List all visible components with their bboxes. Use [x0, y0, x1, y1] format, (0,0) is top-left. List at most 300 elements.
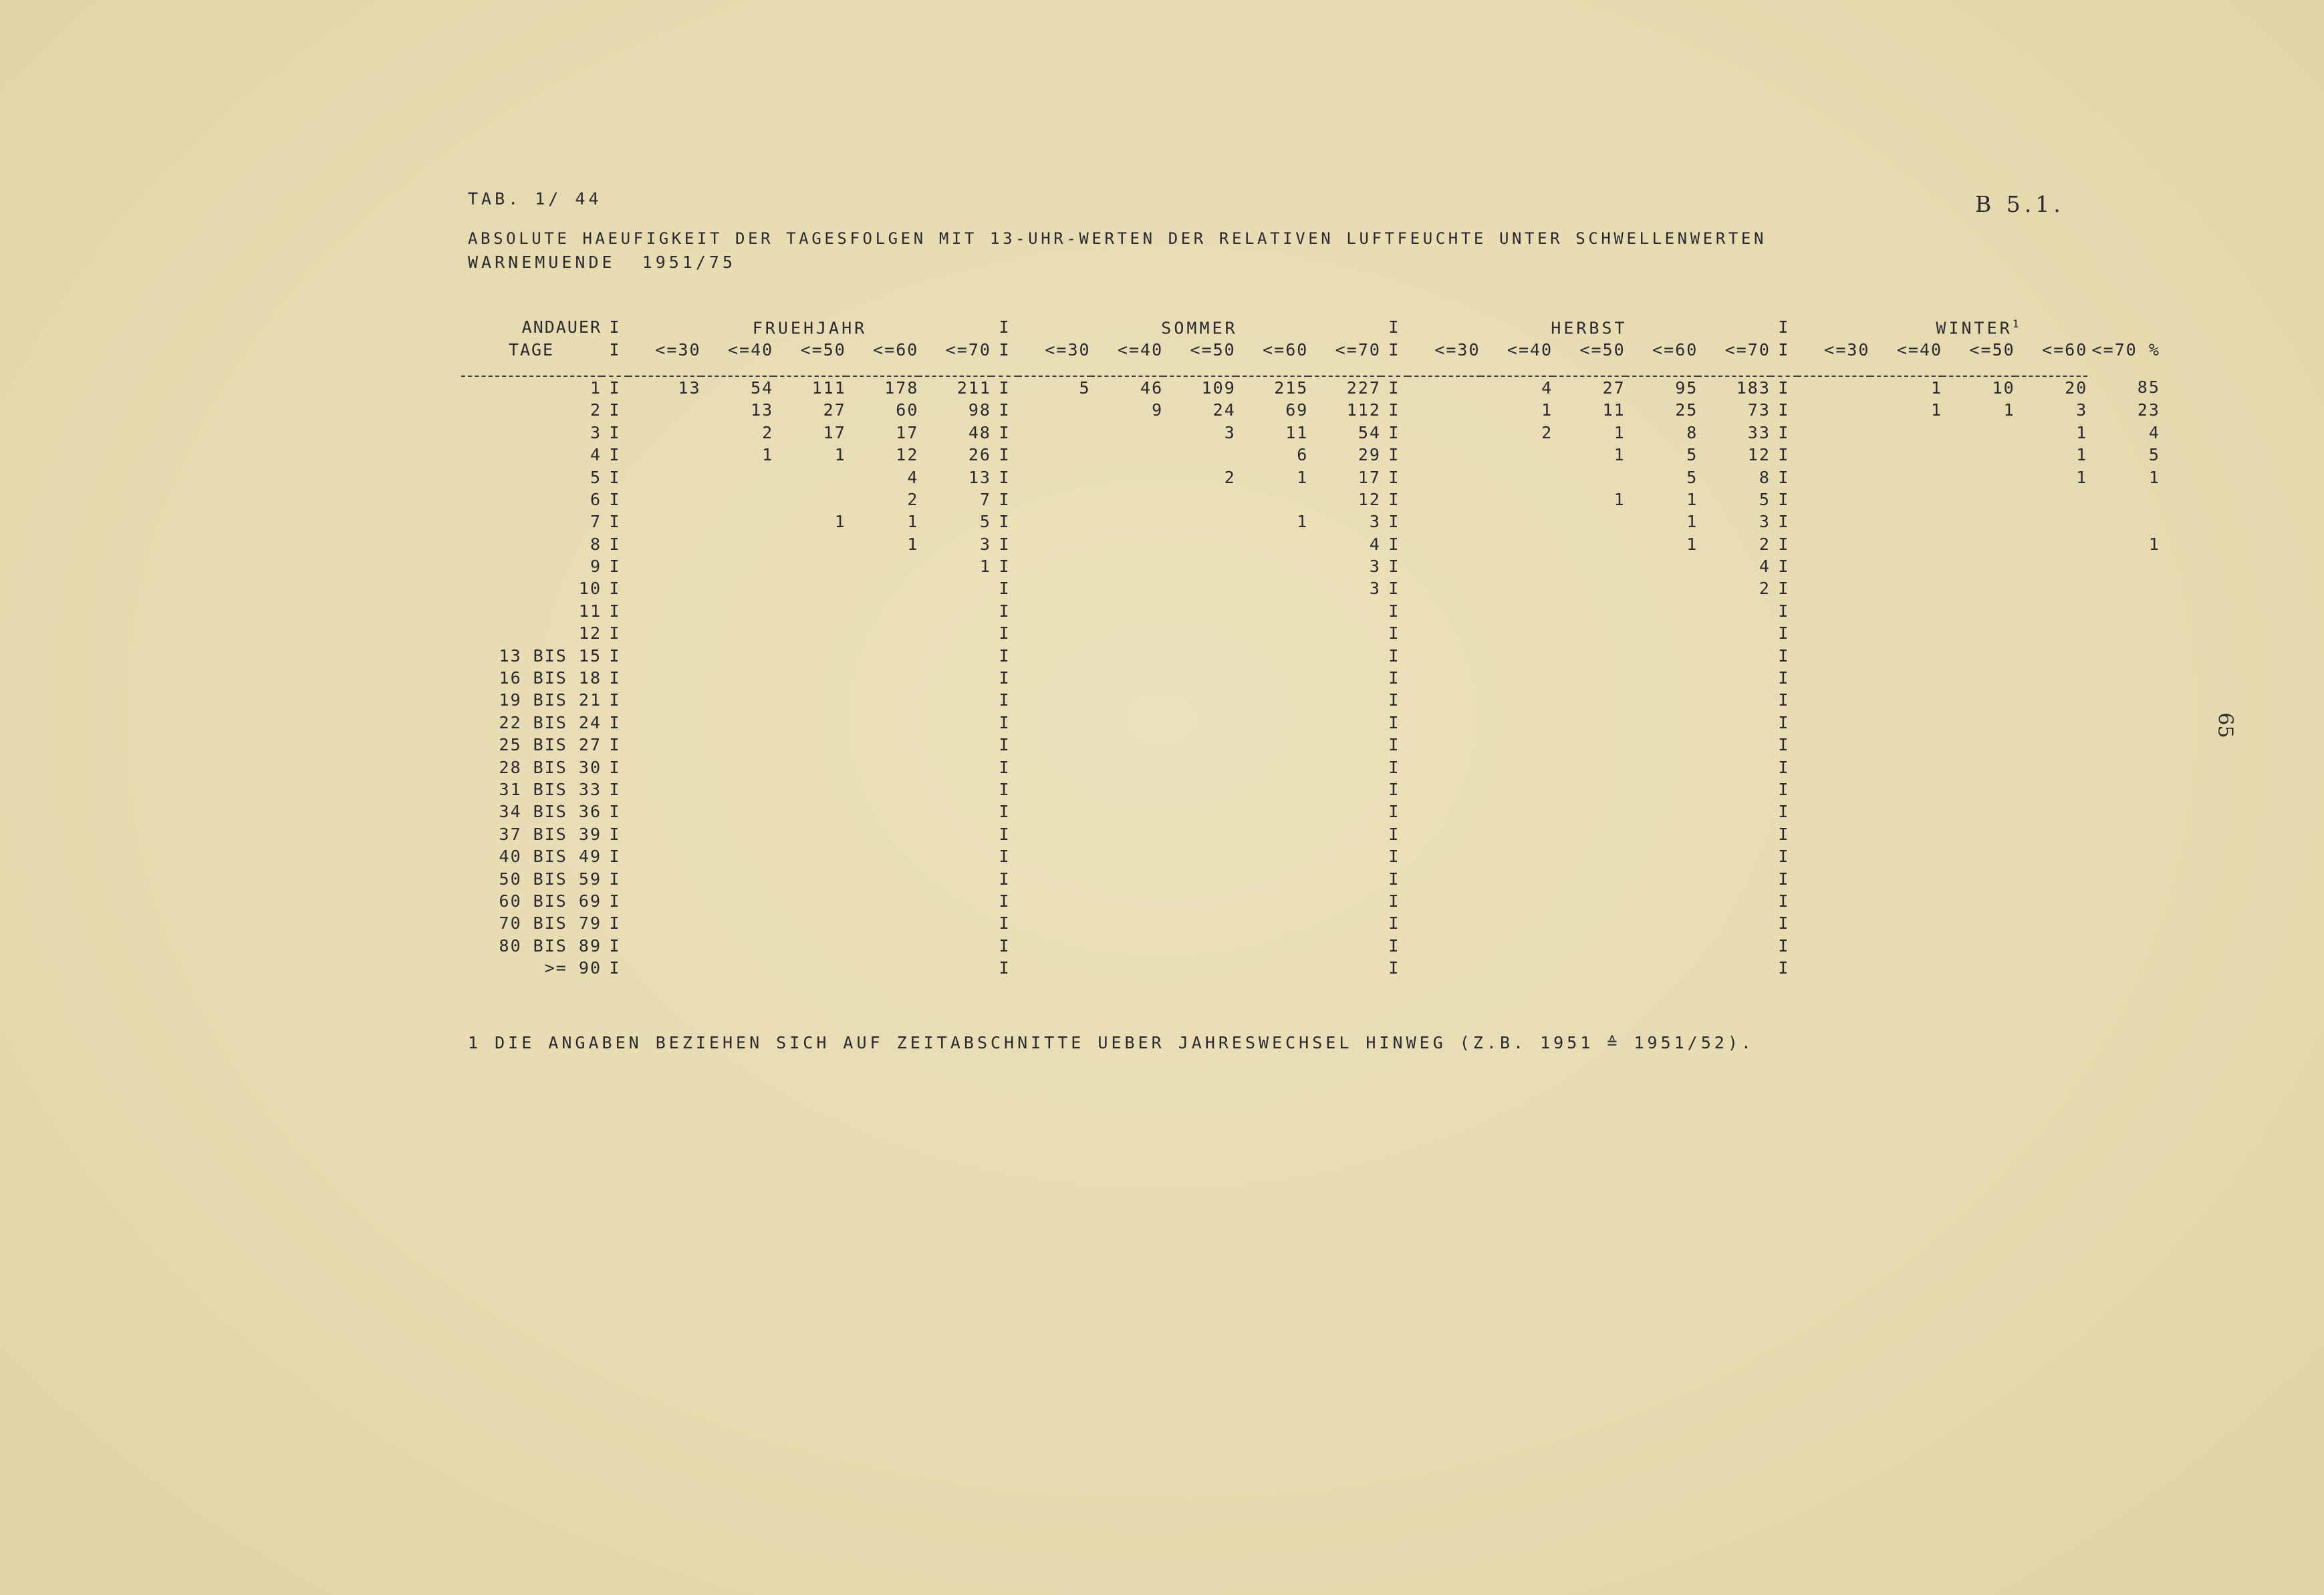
table-cell	[1626, 689, 1698, 711]
column-separator: I	[1388, 935, 1400, 956]
row-label: 50 BIS 59	[499, 869, 602, 889]
column-separator: I	[1388, 534, 1400, 554]
column-separator: I	[1778, 557, 1790, 577]
table-cell	[2087, 935, 2160, 957]
column-separator: I	[999, 869, 1011, 889]
table-cell: 1	[1297, 467, 1309, 487]
row-label: 5	[590, 467, 602, 487]
column-separator: I	[999, 824, 1011, 844]
table-cell	[1553, 555, 1626, 577]
column-separator: I	[1388, 958, 1400, 978]
table-cell	[1797, 801, 1870, 823]
column-separator: I	[1778, 512, 1790, 532]
table-cell	[1698, 712, 1771, 734]
table-cell	[1236, 712, 1309, 734]
column-separator: I	[1388, 668, 1400, 688]
table-cell	[2015, 823, 2088, 845]
table-cell	[1870, 823, 1943, 845]
table-cell	[2087, 756, 2160, 778]
threshold-header: <=70	[1335, 339, 1381, 359]
table-cell	[1797, 422, 1870, 444]
table-cell	[773, 778, 846, 801]
table-cell	[1480, 778, 1553, 801]
table-cell: 1	[834, 512, 846, 532]
table-cell	[1553, 533, 1626, 555]
table-cell	[1163, 488, 1236, 511]
table-cell	[1870, 600, 1943, 622]
column-separator: I	[999, 378, 1011, 398]
table-cell	[1308, 734, 1381, 756]
table-row	[461, 778, 2160, 801]
table-cell	[1018, 801, 1091, 823]
table-cell	[846, 577, 919, 599]
table-cell	[918, 867, 991, 889]
table-cell: 17	[823, 422, 846, 442]
table-cell: 1	[1541, 400, 1553, 420]
table-cell	[628, 555, 701, 577]
label-header-2: TAGE	[508, 339, 555, 359]
column-separator: I	[999, 712, 1011, 732]
table-cell	[1236, 756, 1309, 778]
column-separator: I	[1388, 467, 1400, 487]
column-separator: I	[609, 645, 621, 666]
footnote: 1 DIE ANGABEN BEZIEHEN SICH AUF ZEITABSCHNITTE UEBER JAHRESWECHSEL HINWEG (Z.B. 1951 ≙ 1951/52).	[468, 1033, 1755, 1052]
table-row	[461, 466, 2160, 488]
table-cell	[846, 555, 919, 577]
column-separator: I	[1388, 400, 1400, 420]
column-separator: I	[1778, 445, 1790, 465]
season-header: WINTER$^1$	[1936, 317, 2022, 337]
column-separator: I	[1778, 534, 1790, 554]
table-cell	[918, 756, 991, 778]
table-cell	[1163, 845, 1236, 867]
column-separator: I	[1388, 579, 1400, 599]
table-cell: 2	[1224, 467, 1236, 487]
row-label: 11	[578, 601, 602, 621]
table-cell	[1091, 845, 1164, 867]
table-cell	[1091, 577, 1164, 599]
table-cell: 73	[1747, 400, 1771, 420]
table-cell: 4	[1369, 534, 1381, 554]
table-cell	[1018, 778, 1091, 801]
table-cell	[1091, 644, 1164, 666]
table-cell	[628, 778, 701, 801]
threshold-header: <=70 %	[2091, 339, 2160, 359]
table-cell	[628, 689, 701, 711]
table-cell	[701, 600, 774, 622]
table-cell	[1408, 399, 1480, 421]
table-cell	[1091, 712, 1164, 734]
table-cell	[1553, 778, 1626, 801]
table-cell	[773, 689, 846, 711]
row-label: 2	[590, 400, 602, 420]
column-separator: I	[1778, 735, 1790, 755]
table-cell	[1553, 867, 1626, 889]
table-cell	[628, 935, 701, 957]
table-cell	[1626, 756, 1698, 778]
table-cell	[1626, 577, 1698, 599]
table-cell	[1698, 689, 1771, 711]
table-cell	[1236, 823, 1309, 845]
dashed-rule	[461, 361, 2160, 376]
table-cell	[628, 957, 701, 979]
table-cell	[1408, 867, 1480, 889]
column-separator: I	[999, 891, 1011, 911]
table-cell	[1870, 466, 1943, 488]
table-cell	[1698, 667, 1771, 689]
column-separator: I	[1778, 623, 1790, 643]
threshold-header: <=30	[655, 339, 701, 359]
table-cell	[701, 867, 774, 889]
table-cell	[1698, 778, 1771, 801]
table-row	[461, 533, 2160, 555]
table-cell: 112	[1346, 400, 1381, 420]
column-separator: I	[1778, 339, 1790, 359]
column-separator: I	[1388, 623, 1400, 643]
table-cell	[1018, 890, 1091, 912]
column-separator: I	[999, 690, 1011, 710]
table-cell	[1942, 689, 2015, 711]
table-cell	[1018, 667, 1091, 689]
table-cell: 10	[1992, 378, 2015, 398]
table-cell	[1163, 935, 1236, 957]
table-cell	[918, 890, 991, 912]
table-cell: 1	[1931, 400, 1943, 420]
table-cell: 12	[1747, 445, 1771, 465]
table-cell	[773, 823, 846, 845]
table-cell	[2015, 890, 2088, 912]
table-cell	[1408, 823, 1480, 845]
table-cell	[918, 778, 991, 801]
table-cell	[1018, 511, 1091, 533]
table-cell: 29	[1358, 445, 1381, 465]
table-cell	[701, 845, 774, 867]
table-cell	[628, 867, 701, 889]
table-cell	[1942, 778, 2015, 801]
table-cell	[1408, 644, 1480, 666]
table-cell	[628, 533, 701, 555]
table-cell	[1942, 533, 2015, 555]
table-cell: 1	[2076, 445, 2088, 465]
column-separator: I	[1388, 489, 1400, 509]
table-cell	[846, 644, 919, 666]
table-cell: 1	[2076, 422, 2088, 442]
table-cell	[773, 734, 846, 756]
table-cell	[1480, 600, 1553, 622]
column-separator: I	[1778, 847, 1790, 867]
threshold-header: <=30	[1824, 339, 1870, 359]
table-cell	[1626, 734, 1698, 756]
table-cell	[701, 734, 774, 756]
table-cell: 1	[907, 512, 919, 532]
table-cell	[701, 555, 774, 577]
column-separator: I	[1778, 645, 1790, 666]
table-cell	[1091, 555, 1164, 577]
table-cell	[2087, 689, 2160, 711]
table-cell	[1018, 823, 1091, 845]
table-cell	[1308, 756, 1381, 778]
table-cell	[701, 778, 774, 801]
table-cell: 1	[979, 557, 991, 577]
table-cell	[846, 778, 919, 801]
column-separator: I	[1778, 690, 1790, 710]
table-cell: 1	[762, 445, 774, 465]
table-cell	[1091, 912, 1164, 934]
table-cell: 9	[1152, 400, 1164, 420]
label-header-1: ANDAUER	[521, 317, 602, 337]
table-cell	[628, 488, 701, 511]
table-cell	[1236, 488, 1309, 511]
column-separator: I	[609, 847, 621, 867]
table-cell	[1870, 555, 1943, 577]
column-separator: I	[609, 824, 621, 844]
table-cell	[1236, 912, 1309, 934]
table-cell	[1553, 823, 1626, 845]
table-cell	[1797, 734, 1870, 756]
table-cell	[1091, 488, 1164, 511]
table-cell	[773, 555, 846, 577]
table-cell	[1942, 801, 2015, 823]
column-separator: I	[999, 489, 1011, 509]
table-cell	[1797, 466, 1870, 488]
table-row	[461, 845, 2160, 867]
table-cell	[1308, 712, 1381, 734]
table-cell	[1408, 756, 1480, 778]
table-cell	[1091, 667, 1164, 689]
table-cell: 2	[1759, 534, 1771, 554]
row-label: 4	[590, 445, 602, 465]
table-cell: 1	[1297, 512, 1309, 532]
table-cell	[1408, 712, 1480, 734]
column-separator: I	[609, 489, 621, 509]
table-cell: 109	[1201, 378, 1236, 398]
table-cell	[1870, 756, 1943, 778]
table-row	[461, 689, 2160, 711]
threshold-header: <=70	[945, 339, 991, 359]
table-cell	[1308, 957, 1381, 979]
column-separator: I	[1388, 712, 1400, 732]
table-cell: 54	[1358, 422, 1381, 442]
table-cell: 1	[834, 445, 846, 465]
table-cell	[773, 867, 846, 889]
table-cell	[773, 957, 846, 979]
table-cell: 178	[884, 378, 919, 398]
column-separator: I	[1388, 847, 1400, 867]
table-cell	[1308, 600, 1381, 622]
table-cell	[846, 912, 919, 934]
column-separator: I	[999, 780, 1011, 799]
table-cell	[1480, 644, 1553, 666]
table-cell	[2015, 712, 2088, 734]
page-number: 65	[2213, 712, 2237, 738]
table-cell	[1408, 555, 1480, 577]
table-cell	[1091, 422, 1164, 444]
column-separator: I	[1778, 489, 1790, 509]
column-separator: I	[999, 601, 1011, 621]
column-separator: I	[1778, 935, 1790, 956]
table-cell	[628, 644, 701, 666]
column-separator: I	[609, 467, 621, 487]
table-cell	[1870, 867, 1943, 889]
threshold-header: <=50	[1969, 339, 2015, 359]
table-cell	[628, 712, 701, 734]
data-table	[461, 316, 2160, 979]
season-header: HERBST	[1551, 317, 1628, 337]
column-separator: I	[609, 802, 621, 822]
table-cell	[1018, 845, 1091, 867]
table-cell: 3	[1759, 512, 1771, 532]
table-cell	[1408, 511, 1480, 533]
row-label: 7	[590, 512, 602, 532]
table-cell	[701, 511, 774, 533]
table-cell	[2015, 577, 2088, 599]
table-cell	[1553, 577, 1626, 599]
table-cell	[1236, 957, 1309, 979]
table-cell	[701, 488, 774, 511]
table-cell	[1480, 734, 1553, 756]
threshold-header: <=30	[1045, 339, 1091, 359]
column-separator: I	[1388, 780, 1400, 799]
table-cell	[1480, 756, 1553, 778]
table-cell	[628, 801, 701, 823]
table-cell	[1408, 466, 1480, 488]
table-cell	[1236, 801, 1309, 823]
table-cell: 1	[2003, 400, 2015, 420]
table-cell	[701, 912, 774, 934]
table-cell	[1870, 957, 1943, 979]
column-separator: I	[1388, 601, 1400, 621]
table-cell	[918, 577, 991, 599]
table-cell	[1870, 444, 1943, 466]
table-cell	[773, 600, 846, 622]
table-cell	[1698, 912, 1771, 934]
table-cell: 17	[896, 422, 919, 442]
table-cell	[918, 689, 991, 711]
table-cell	[1553, 845, 1626, 867]
table-cell	[1797, 444, 1870, 466]
table-cell	[1870, 667, 1943, 689]
table-cell	[1163, 600, 1236, 622]
table-cell: 98	[968, 400, 991, 420]
column-separator: I	[609, 935, 621, 956]
table-title: ABSOLUTE HAEUFIGKEIT DER TAGESFOLGEN MIT 13-UHR-WERTEN DER RELATIVEN LUFTFEUCHTE UNTER SCHWELLENWERTEN	[468, 229, 1767, 248]
table-cell	[1870, 935, 1943, 957]
table-cell	[628, 622, 701, 644]
table-cell: 13	[968, 467, 991, 487]
table-cell	[1091, 890, 1164, 912]
table-row	[461, 600, 2160, 622]
threshold-header: <=40	[727, 339, 774, 359]
threshold-header: <=60	[1652, 339, 1698, 359]
column-separator: I	[999, 623, 1011, 643]
table-cell	[628, 422, 701, 444]
table-cell: 7	[979, 489, 991, 509]
table-cell	[846, 622, 919, 644]
row-label: 34 BIS 36	[499, 802, 602, 822]
table-cell	[918, 644, 991, 666]
table-cell: 211	[956, 378, 991, 398]
row-label: 1	[590, 378, 602, 398]
table-cell	[1553, 957, 1626, 979]
table-cell	[1942, 734, 2015, 756]
table-cell	[1942, 644, 2015, 666]
table-cell: 1	[907, 534, 919, 554]
table-cell	[1308, 867, 1381, 889]
column-separator: I	[1388, 422, 1400, 442]
row-label: 19 BIS 21	[499, 690, 602, 710]
table-cell: 3	[2076, 400, 2088, 420]
table-cell: 3	[1369, 557, 1381, 577]
table-cell	[2087, 488, 2160, 511]
table-cell	[701, 756, 774, 778]
table-cell	[628, 577, 701, 599]
row-label: 22 BIS 24	[499, 712, 602, 732]
table-cell	[846, 957, 919, 979]
table-cell: 60	[896, 400, 919, 420]
table-cell	[1308, 667, 1381, 689]
table-cell	[2015, 622, 2088, 644]
table-cell	[2015, 912, 2088, 934]
column-separator: I	[1778, 668, 1790, 688]
column-separator: I	[999, 534, 1011, 554]
table-cell	[1308, 845, 1381, 867]
table-cell	[1870, 511, 1943, 533]
column-separator: I	[1388, 645, 1400, 666]
table-cell	[846, 935, 919, 957]
table-cell	[918, 935, 991, 957]
column-separator: I	[1778, 824, 1790, 844]
table-cell	[1408, 957, 1480, 979]
row-label: 31 BIS 33	[499, 780, 602, 799]
table-cell	[1626, 644, 1698, 666]
table-cell	[1018, 867, 1091, 889]
column-separator: I	[999, 935, 1011, 956]
column-separator: I	[609, 339, 621, 359]
column-separator: I	[609, 445, 621, 465]
table-cell	[628, 890, 701, 912]
table-cell	[1018, 533, 1091, 555]
column-separator: I	[999, 913, 1011, 933]
table-cell	[1236, 555, 1309, 577]
column-separator: I	[999, 847, 1011, 867]
table-cell	[1308, 622, 1381, 644]
table-cell	[1480, 935, 1553, 957]
table-cell	[2087, 890, 2160, 912]
table-cell: 3	[1369, 512, 1381, 532]
column-separator: I	[1778, 601, 1790, 621]
table-cell: 95	[1675, 378, 1698, 398]
table-cell	[773, 533, 846, 555]
table-cell	[1480, 667, 1553, 689]
table-cell	[1091, 957, 1164, 979]
table-cell	[1163, 957, 1236, 979]
table-cell	[1018, 912, 1091, 934]
table-cell: 27	[1602, 378, 1626, 398]
row-label: 70 BIS 79	[499, 913, 602, 933]
column-separator: I	[609, 378, 621, 398]
table-cell	[1870, 644, 1943, 666]
table-cell	[846, 600, 919, 622]
table-cell	[1942, 890, 2015, 912]
threshold-header: <=30	[1434, 339, 1480, 359]
table-cell	[1163, 667, 1236, 689]
column-separator: I	[1388, 757, 1400, 777]
table-cell: 5	[979, 512, 991, 532]
column-separator: I	[609, 712, 621, 732]
table-cell: 5	[1079, 378, 1091, 398]
table-cell	[1408, 422, 1480, 444]
column-separator: I	[609, 690, 621, 710]
